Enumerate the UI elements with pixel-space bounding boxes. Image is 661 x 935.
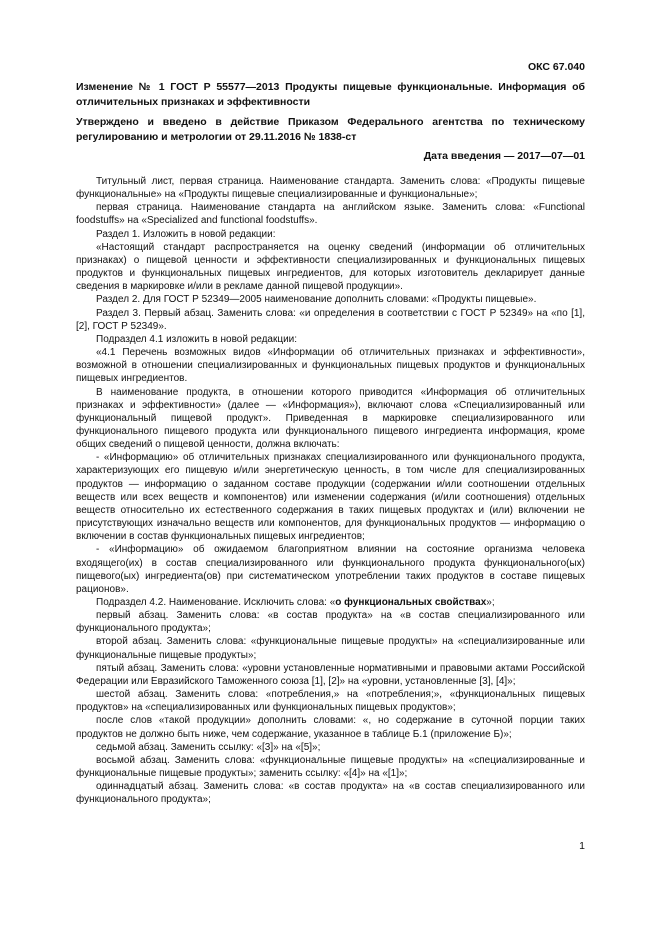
introduction-date: Дата введения — 2017—07—01 xyxy=(423,150,585,162)
body-paragraph: первый абзац. Заменить слова: «в состав продукта» на «в состав специализированного или функционального продукта»; xyxy=(76,610,585,635)
body-paragraph: второй абзац. Заменить слова: «функциональные пищевые продукты» на «специализированные или функциональные пищевые продукты»; xyxy=(76,636,585,661)
page-number: 1 xyxy=(579,840,585,852)
body-paragraph: - «Информацию» об ожидаемом благоприятном влиянии на состояние организма человека входящего(их) в состав специализированного или функционального продукта функционального(ых) пищевого(ых) ингредиента(ов) при систематическом употреблении таких продуктов в составе пищевых рационов». xyxy=(76,544,585,595)
body-paragraph: шестой абзац. Заменить слова: «потребления,» на «потребления;», «функциональных пищевых продуктов» на «специализированных или функциональных пищевых продуктов»; xyxy=(76,689,585,714)
body-paragraph: «Настоящий стандарт распространяется на оценку сведений (информации об отличительных признаках) о пищевой ценности и эффективности специализированных и функциональных пищевых продуктов и функциональных пищевых ингредиентов, для которых изготовитель декларирует данные сведения в маркировке и/или в рекламе данной пищевой продукции». xyxy=(76,241,585,293)
body-paragraph: восьмой абзац. Заменить слова: «функциональные пищевые продукты» на «специализированные и функциональные пищевые продукты»; заменить ссылку: «[4]» на «[1]»; xyxy=(76,754,585,780)
body-paragraph: первая страница. Наименование стандарта на английском языке. Заменить слова: «Functional foodstuffs» на «Specialized and functional foodstuffs». xyxy=(76,202,585,227)
body-paragraph: после слов «такой продукции» дополнить словами: «, но содержание в суточной порции таких продуктов не должно быть ниже, чем содержание, указанное в таблице Б.1 (приложение Б)»; xyxy=(76,715,585,740)
body-paragraph: В наименование продукта, в отношении которого приводится «Информация об отличительных признаках и эффективности» (далее — «Информация»), включают слова «Специализированный или функциональный пищевой продукт». Приведенная в маркировке специализированного или функционального пищевого продукта или функционального пищевого ингредиента информация, кроме общих сведений о пищевой ценности, должна включать: xyxy=(76,386,585,451)
approval-statement: Утверждено и введено в действие Приказом Федерального агентства по техническому регулированию и метрологии от 29.11.2016 № 1838-ст xyxy=(76,116,585,143)
body-paragraph: пятый абзац. Заменить слова: «уровни установленные нормативными и правовыми актами Российской Федерации или Евразийского Таможенного союза [1], [2]» на «уровни, установленные [3], [4]»; xyxy=(76,662,585,687)
body-paragraph: Раздел 3. Первый абзац. Заменить слова: «и определения в соответствии с ГОСТ Р 52349» на «по [1], [2], ГОСТ Р 52349». xyxy=(76,307,585,332)
body-paragraph: - «Информацию» об отличительных признаках специализированного или функционального продукта, характеризующих его пищевую и/или энергетическую ценность, в том числе для специализированных продуктов — информацию о заданном составе продукции (содержании и/или соотношении отдельных веществ или всех веществ и компонентов) или изменении содержания (и/или соотношения) отдельных веществ относительно их естественного содержания в таких пищевых продуктах и (или) включении не присутствующих изначально веществ или компонентов, для функциональных продуктов — информацию о включении в состав функциональных пищевых ингредиентов; xyxy=(76,452,585,543)
change-title: Изменение № 1 ГОСТ Р 55577—2013 Продукты пищевые функциональные. Информация об отличительных признаках и эффективности xyxy=(76,81,585,108)
body-paragraph: седьмой абзац. Заменить ссылку: «[3]» на «[5]»; xyxy=(96,741,321,753)
body-paragraph: Подраздел 4.2. Наименование. Исключить слова: «о функциональных свойствах»; xyxy=(96,597,495,608)
body-paragraph: Раздел 2. Для ГОСТ Р 52349—2005 наименование дополнить словами: «Продукты пищевые». xyxy=(96,294,537,306)
body-paragraph: Раздел 1. Изложить в новой редакции: xyxy=(96,228,276,240)
document-body xyxy=(76,175,585,807)
body-paragraph: Титульный лист, первая страница. Наименование стандарта. Заменить слова: «Продукты пищевые функциональные» на «Продукты пищевые специализированные и функциональные»; xyxy=(76,176,585,201)
body-paragraph: Подраздел 4.1 изложить в новой редакции: xyxy=(96,333,298,345)
okc-code: ОКС 67.040 xyxy=(527,61,585,73)
body-paragraph: одиннадцатый абзац. Заменить слова: «в состав продукта» на «в состав специализированного или функционального продукта»; xyxy=(76,781,585,806)
body-paragraph: «4.1 Перечень возможных видов «Информации об отличительных признаках и эффективности», возможной в отношении специализированных и функциональных пищевых продуктов и функциональных пищевых ингредиентов. xyxy=(76,347,585,385)
document-heading xyxy=(76,80,585,144)
